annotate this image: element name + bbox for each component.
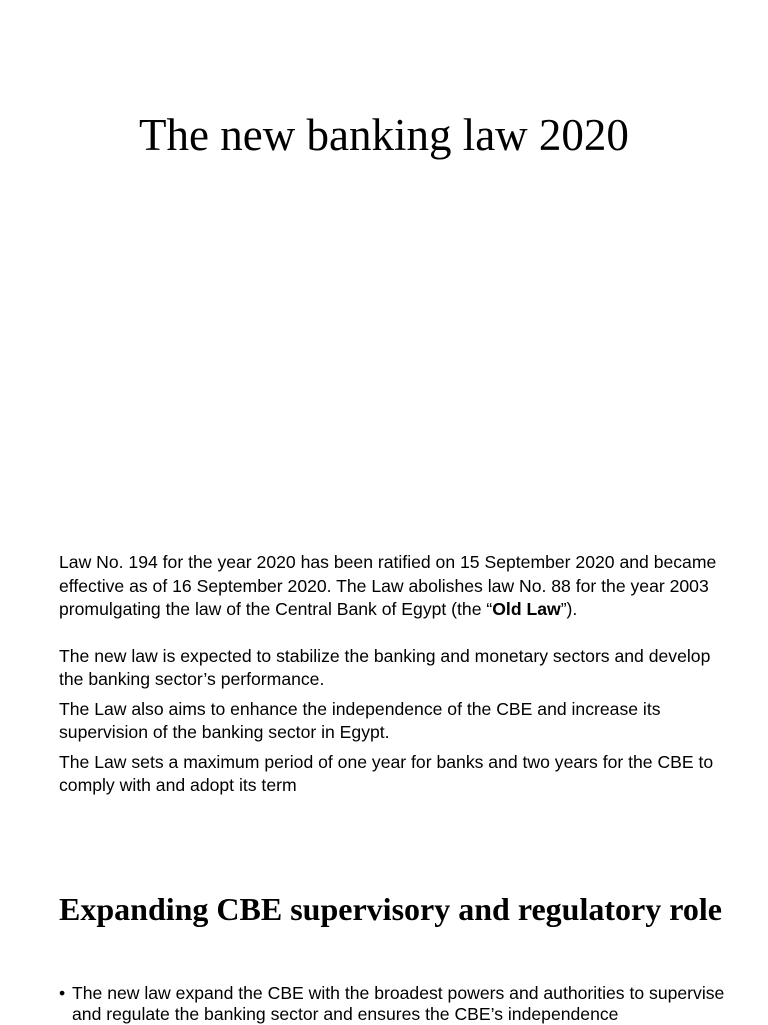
bullet-text: The new law expand the CBE with the broadest powers and authorities to supervise and regulate the banking sector and ensures the CBE’s independence bbox=[72, 983, 725, 1024]
bullet-list bbox=[59, 983, 739, 1025]
list-item bbox=[59, 983, 739, 1025]
intro-paragraph-3: The Law also aims to enhance the independence of the CBE and increase its supervision of the banking sector in Egypt. bbox=[59, 698, 661, 742]
section-heading: Expanding CBE supervisory and regulatory role bbox=[59, 891, 722, 927]
intro-paragraph-1 bbox=[59, 551, 739, 622]
intro-paragraph-2: The new law is expected to stabilize the banking and monetary sectors and develop the banking sector’s performance. bbox=[59, 645, 711, 689]
bullet-icon: • bbox=[59, 983, 66, 1003]
page-title: The new banking law 2020 bbox=[139, 110, 629, 160]
intro-paragraph-4: The Law sets a maximum period of one year for banks and two years for the CBE to comply with and adopt its term bbox=[59, 751, 714, 795]
intro-paragraph-1-text: Law No. 194 for the year 2020 has been ratified on 15 September 2020 and became effective as of 16 September 2020. The Law abolishes law No. 88 for the year 2003 promulgating the law of the Central Bank of Egypt (the “ bbox=[59, 552, 717, 619]
intro-paragraph-1-end: ”). bbox=[560, 599, 578, 619]
old-law-term: Old Law bbox=[492, 599, 561, 619]
intro-text bbox=[59, 551, 739, 798]
